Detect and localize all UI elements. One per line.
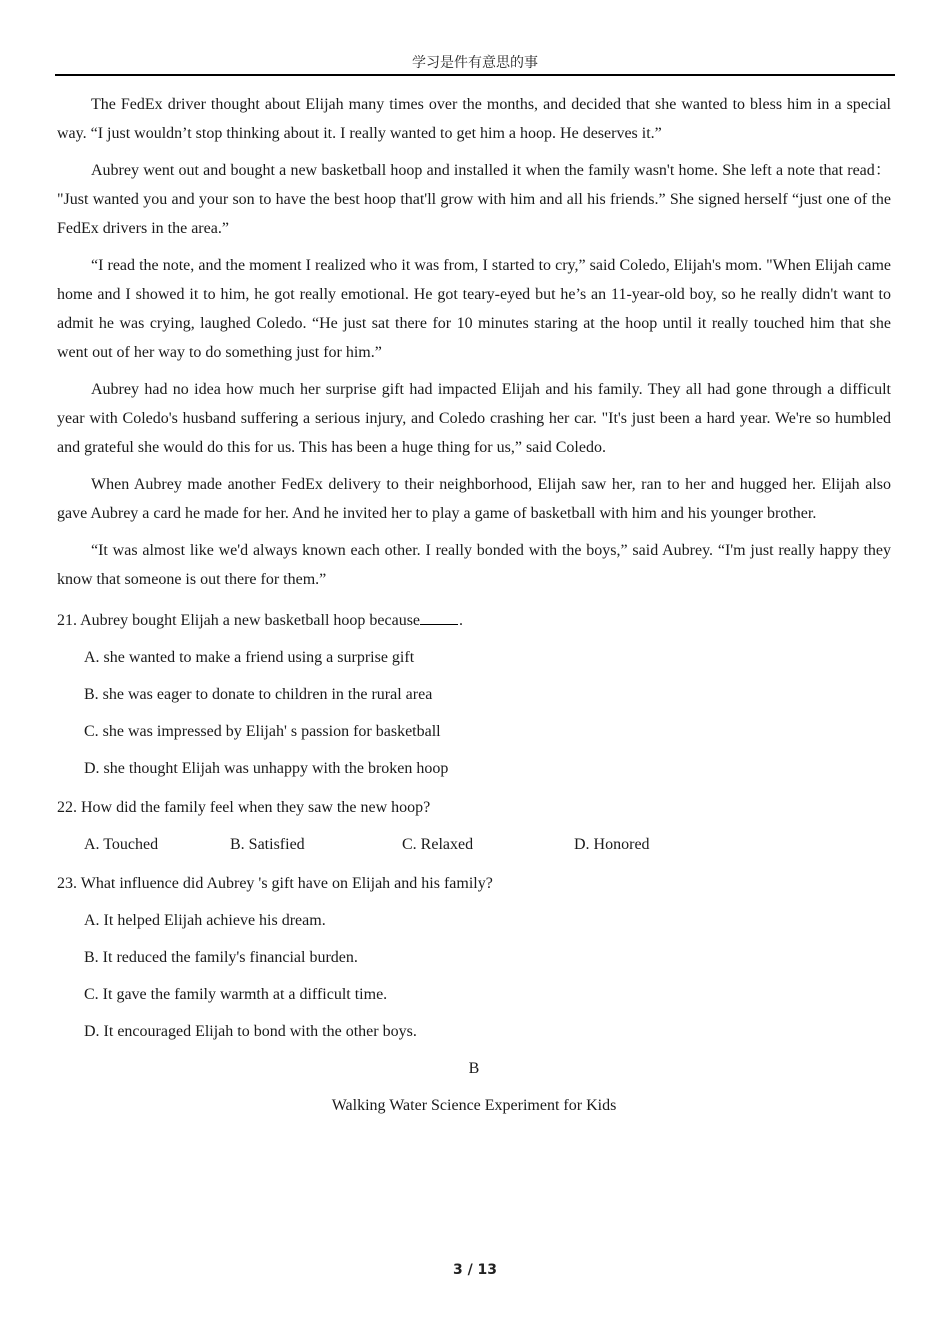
q21-option-a: A. she wanted to make a friend using a surprise gift [84, 649, 415, 666]
q22-option-b: B. Satisfied [230, 836, 305, 853]
paragraph: Aubrey went out and bought a new basketball hoop and installed it when the family wasn't home. She left a note that read： "Just wanted you and your son to have the best hoop that'll grow with him and all his friends.” She signed herself “just one of the FedEx drivers in the area.” [57, 162, 891, 237]
paragraph: “It was almost like we'd always known each other. I really bonded with the boys,” said Aubrey. “I'm just really happy they know that someone is out there for them.” [57, 542, 891, 588]
question-22: 22. How did the family feel when they saw the new hoop? [57, 799, 431, 816]
document-body [57, 90, 891, 1124]
question-23: 23. What influence did Aubrey 's gift have on Elijah and his family? [57, 875, 493, 892]
q22-options [84, 826, 891, 863]
header-divider [55, 74, 895, 76]
question-21-end: . [459, 612, 464, 629]
q21-option-b: B. she was eager to donate to children in the rural area [84, 686, 433, 703]
q23-option-d: D. It encouraged Elijah to bond with the other boys. [84, 1023, 417, 1040]
q23-option-c: C. It gave the family warmth at a difficult time. [84, 986, 388, 1003]
paragraph: Aubrey had no idea how much her surprise gift had impacted Elijah and his family. They all had gone through a difficult year with Coledo's husband suffering a serious injury, and Coledo crashing her car. "It's just been a hard year. We're so humbled and grateful she would do this for us. This has been a huge thing for us,” said Coledo. [57, 381, 891, 456]
section-title: Walking Water Science Experiment for Kids [331, 1097, 617, 1114]
q22-option-a: A. Touched [84, 836, 159, 853]
q23-option-b: B. It reduced the family's financial burden. [84, 949, 358, 966]
paragraph: When Aubrey made another FedEx delivery to their neighborhood, Elijah saw her, ran to her and hugged her. Elijah also gave Aubrey a card he made for her. And he invited her to play a game of basketball with him and his younger brother. [57, 476, 891, 522]
page-number: 3 / 13 [452, 1262, 498, 1278]
q21-option-c: C. she was impressed by Elijah' s passion for basketball [84, 723, 441, 740]
question-21-stem: 21. Aubrey bought Elijah a new basketball hoop because [57, 612, 421, 629]
paragraph: The FedEx driver thought about Elijah many times over the months, and decided that she wanted to bless him in a special way. “I just wouldn’t stop thinking about it. I really wanted to get him a hoop. He deserves it.” [57, 96, 891, 142]
page-header: 学习是件有意思的事 [412, 55, 538, 71]
question-21 [57, 602, 891, 639]
q23-option-a: A. It helped Elijah achieve his dream. [84, 912, 326, 929]
answer-blank [420, 610, 458, 625]
section-label: B [468, 1060, 480, 1077]
q22-option-c: C. Relaxed [402, 836, 474, 853]
q22-option-d: D. Honored [574, 836, 650, 853]
paragraph: “I read the note, and the moment I realized who it was from, I started to cry,” said Coledo, Elijah's mom. "When Elijah came home and I showed it to him, he got really emotional. He got teary-eyed but he’s an 11-year-old boy, so he really didn't want to admit he was crying, laughed Coledo. “He just sat there for 10 minutes staring at the hoop until it really touched him that she went out of her way to do something just for him.” [57, 257, 891, 361]
q21-option-d: D. she thought Elijah was unhappy with the broken hoop [84, 760, 449, 777]
